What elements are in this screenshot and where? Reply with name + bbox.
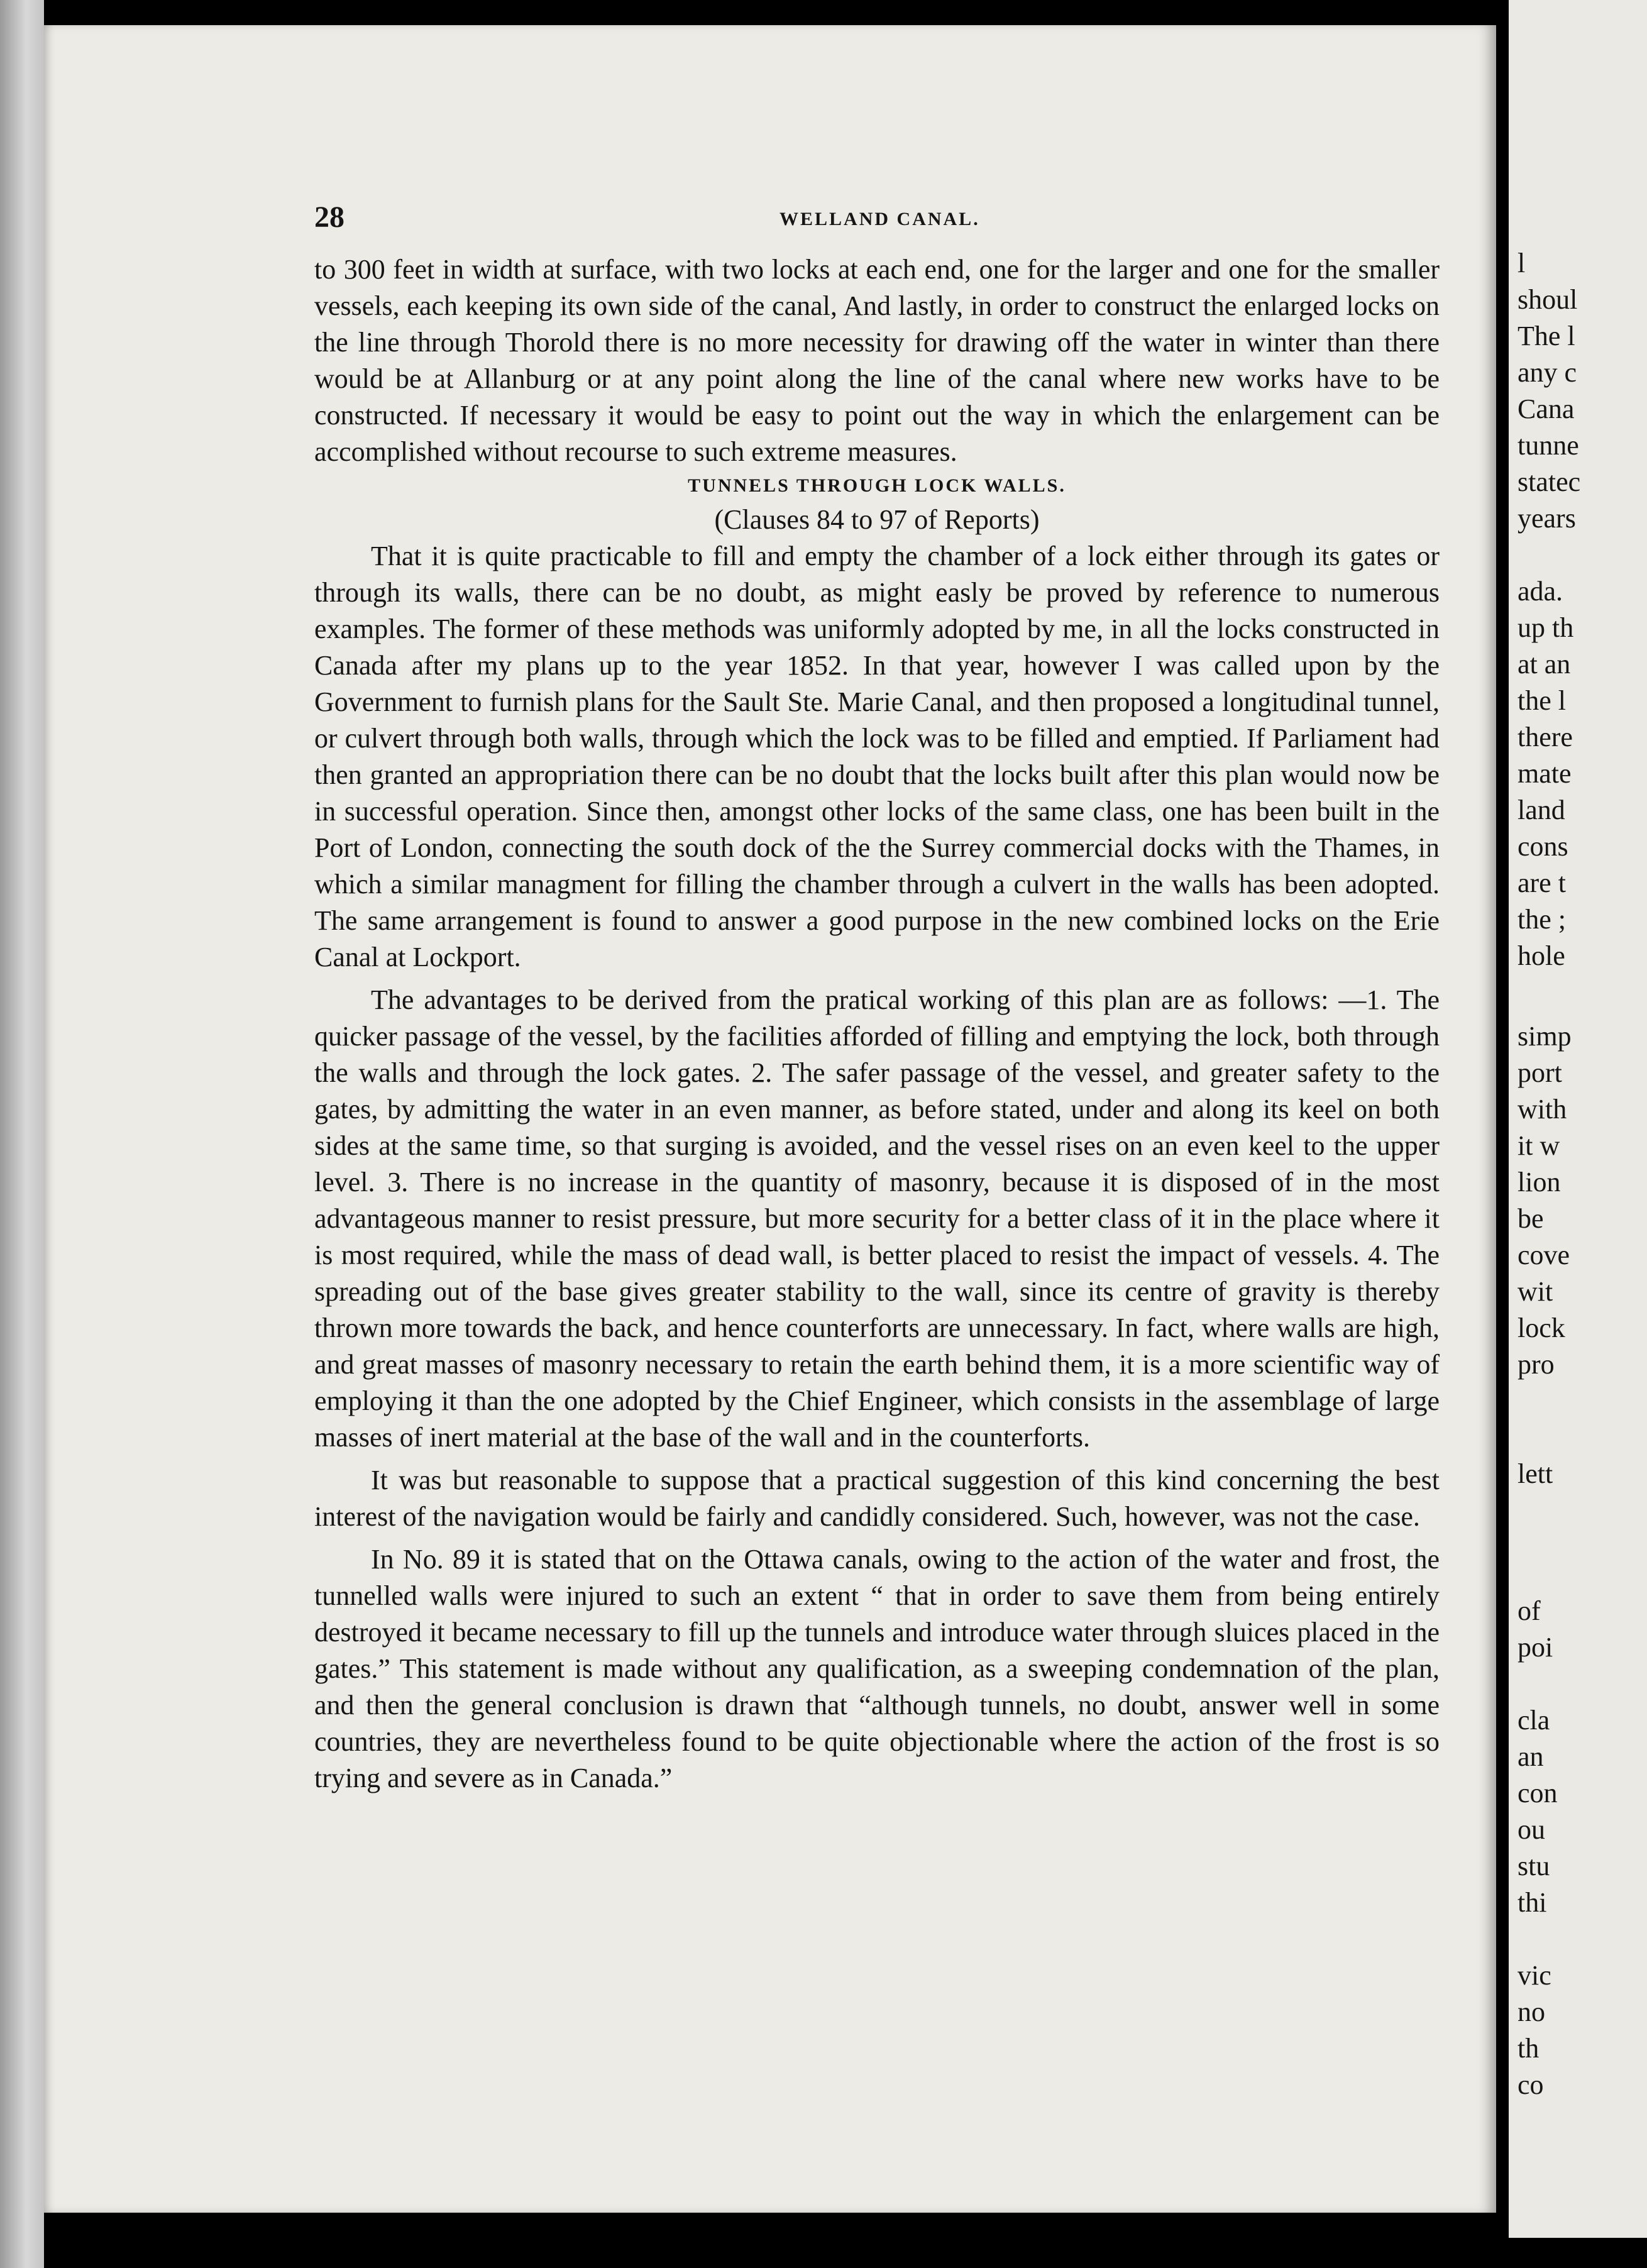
adjacent-page-line: ada. [1518,576,1563,607]
adjacent-page-line: shoul [1518,284,1578,315]
adjacent-page-line: vic [1518,1960,1551,1991]
paragraph-3: The advantages to be derived from the pratical working of this plan are as follows: —1. The quicker passage of the vessel, by the facilities afforded of filling and emptying the lock, both through the walls and through the lock gates. 2. The safer passage of the vessel, and greater safety to the gates, by admitting the water in an even manner, as before stated, under and along its keel on both sides at the same time, so that surging is avoided, and the vessel rises on an even keel to the upper level. 3. There is no increase in the quantity of masonry, because it is disposed of in the most advantageous manner to resist pressure, but more security for a better class of it in the place where it is most required, while the mass of dead wall, is better placed to resist the impact of vessels. 4. The spreading out of the base gives greater stability to the wall, since its centre of gravity is thereby thrown more towards the back, and hence counterforts are unnecessary. In fact, where walls are high, and great masses of masonry necessary to retain the earth behind them, it is a more scientific way of employing it than the one adopted by the Chief Engineer, which consists in the assemblage of large masses of inert material at the base of the wall and in the counterforts. [314,984,1440,1453]
adjacent-page-fragment [1509,0,1647,2238]
adjacent-page-line: lett [1518,1458,1553,1489]
adjacent-page-line: co [1518,2069,1544,2100]
adjacent-page-line: th [1518,2033,1540,2064]
adjacent-page-line: ou [1518,1814,1545,1845]
paragraph-5: In No. 89 it is stated that on the Ottawa canals, owing to the action of the water and frost, the tunnelled walls were injured to such an extent “ that in order to save them from being entirely destroyed it became necessary to fill up the tunnels and introduce water through sluices placed in the gates.” This statement is made without any qualification, as a sweeping condemnation of the plan, and then the general conclusion is drawn that “although tunnels, no doubt, answer well in some countries, they are nevertheless found to be quite objectionable where the action of the frost is so trying and severe as in Canada.” [314,1544,1440,1793]
page-number: 28 [314,201,344,234]
adjacent-page-line: at an [1518,649,1571,680]
adjacent-page-line: tunne [1518,430,1579,461]
adjacent-page-line: thi [1518,1887,1547,1918]
adjacent-page-line: wit [1518,1276,1553,1307]
adjacent-page-line: mate [1518,758,1572,789]
adjacent-page-line: l [1518,248,1526,278]
adjacent-page-line: port [1518,1057,1562,1088]
adjacent-page-line: stu [1518,1851,1550,1881]
adjacent-page-line: con [1518,1778,1558,1808]
adjacent-page-line: cove [1518,1240,1570,1270]
adjacent-page-line: Cana [1518,394,1575,424]
adjacent-page-line: be [1518,1203,1544,1234]
adjacent-page-line: pro [1518,1349,1555,1380]
adjacent-page-line: cons [1518,831,1568,862]
adjacent-page-line: there [1518,722,1573,752]
adjacent-page-line: up th [1518,612,1574,643]
adjacent-page-line: hole [1518,940,1565,971]
adjacent-page-line: lion [1518,1167,1561,1197]
adjacent-page-line: it w [1518,1130,1560,1161]
adjacent-page-line: land [1518,795,1565,825]
adjacent-page-line: are t [1518,867,1566,898]
page-body [314,251,1440,1797]
paragraph-1: to 300 feet in width at surface, with two locks at each end, one for the larger and one for the smaller vessels, each keeping its own side of the canal, And lastly, in order to construct the enlarged locks on the line through Thorold there is no more necessity for drawing off the water in winter than there would be at Allanburg or at any point along the line of the canal where new works have to be constructed. If necessary it would be easy to point out the way in which the enlargement can be accomplished without recourse to such extreme measures. [314,254,1440,467]
paragraph-4: It was but reasonable to suppose that a practical suggestion of this kind concerning the best interest of the navigation would be fairly and candidly considered. Such, however, was not the case. [314,1465,1440,1532]
section-subheading: (Clauses 84 to 97 of Reports) [714,504,1040,535]
adjacent-page-line: any c [1518,357,1577,388]
adjacent-page-line: an [1518,1741,1544,1772]
adjacent-page-line: poi [1518,1632,1553,1663]
adjacent-page-line: statec [1518,466,1581,497]
paragraph-2: That it is quite practicable to fill and empty the chamber of a lock either through its gates or through its walls, there can be no doubt, as might easly be proved by reference to numerous examples. The former of these methods was uniformly adopted by me, in all the locks constructed in Canada after my plans up to the year 1852. In that year, however I was called upon by the Government to furnish plans for the Sault Ste. Marie Canal, and then proposed a longitudinal tunnel, or culvert through both walls, through which the lock was to be filled and emptied. If Parliament had then granted an appropriation there can be no doubt that the locks built after this plan would now be in successful operation. Since then, amongst other locks of the same class, one has been built in the Port of London, connecting the south dock of the the Surrey commercial docks with the Thames, in which a similar managment for filling the chamber through a culvert in the walls has been adopted. The same arrangement is found to answer a good purpose in the new combined locks on the Erie Canal at Lockport. [314,541,1440,972]
adjacent-page-line: lock [1518,1313,1565,1343]
adjacent-page-line: of [1518,1595,1541,1626]
running-head: WELLAND CANAL. [779,209,980,229]
page-header [314,200,1440,238]
adjacent-page-line: the l [1518,685,1566,716]
adjacent-page-line: cla [1518,1705,1550,1736]
adjacent-page-line: with [1518,1094,1567,1125]
adjacent-page-line: no [1518,1996,1545,2027]
adjacent-page-line: The l [1518,321,1575,351]
book-edge [0,0,44,2268]
adjacent-page-line: simp [1518,1021,1572,1052]
section-heading: TUNNELS THROUGH LOCK WALLS. [688,475,1066,496]
adjacent-page-line: years [1518,503,1576,534]
adjacent-page-line: the ; [1518,904,1566,935]
